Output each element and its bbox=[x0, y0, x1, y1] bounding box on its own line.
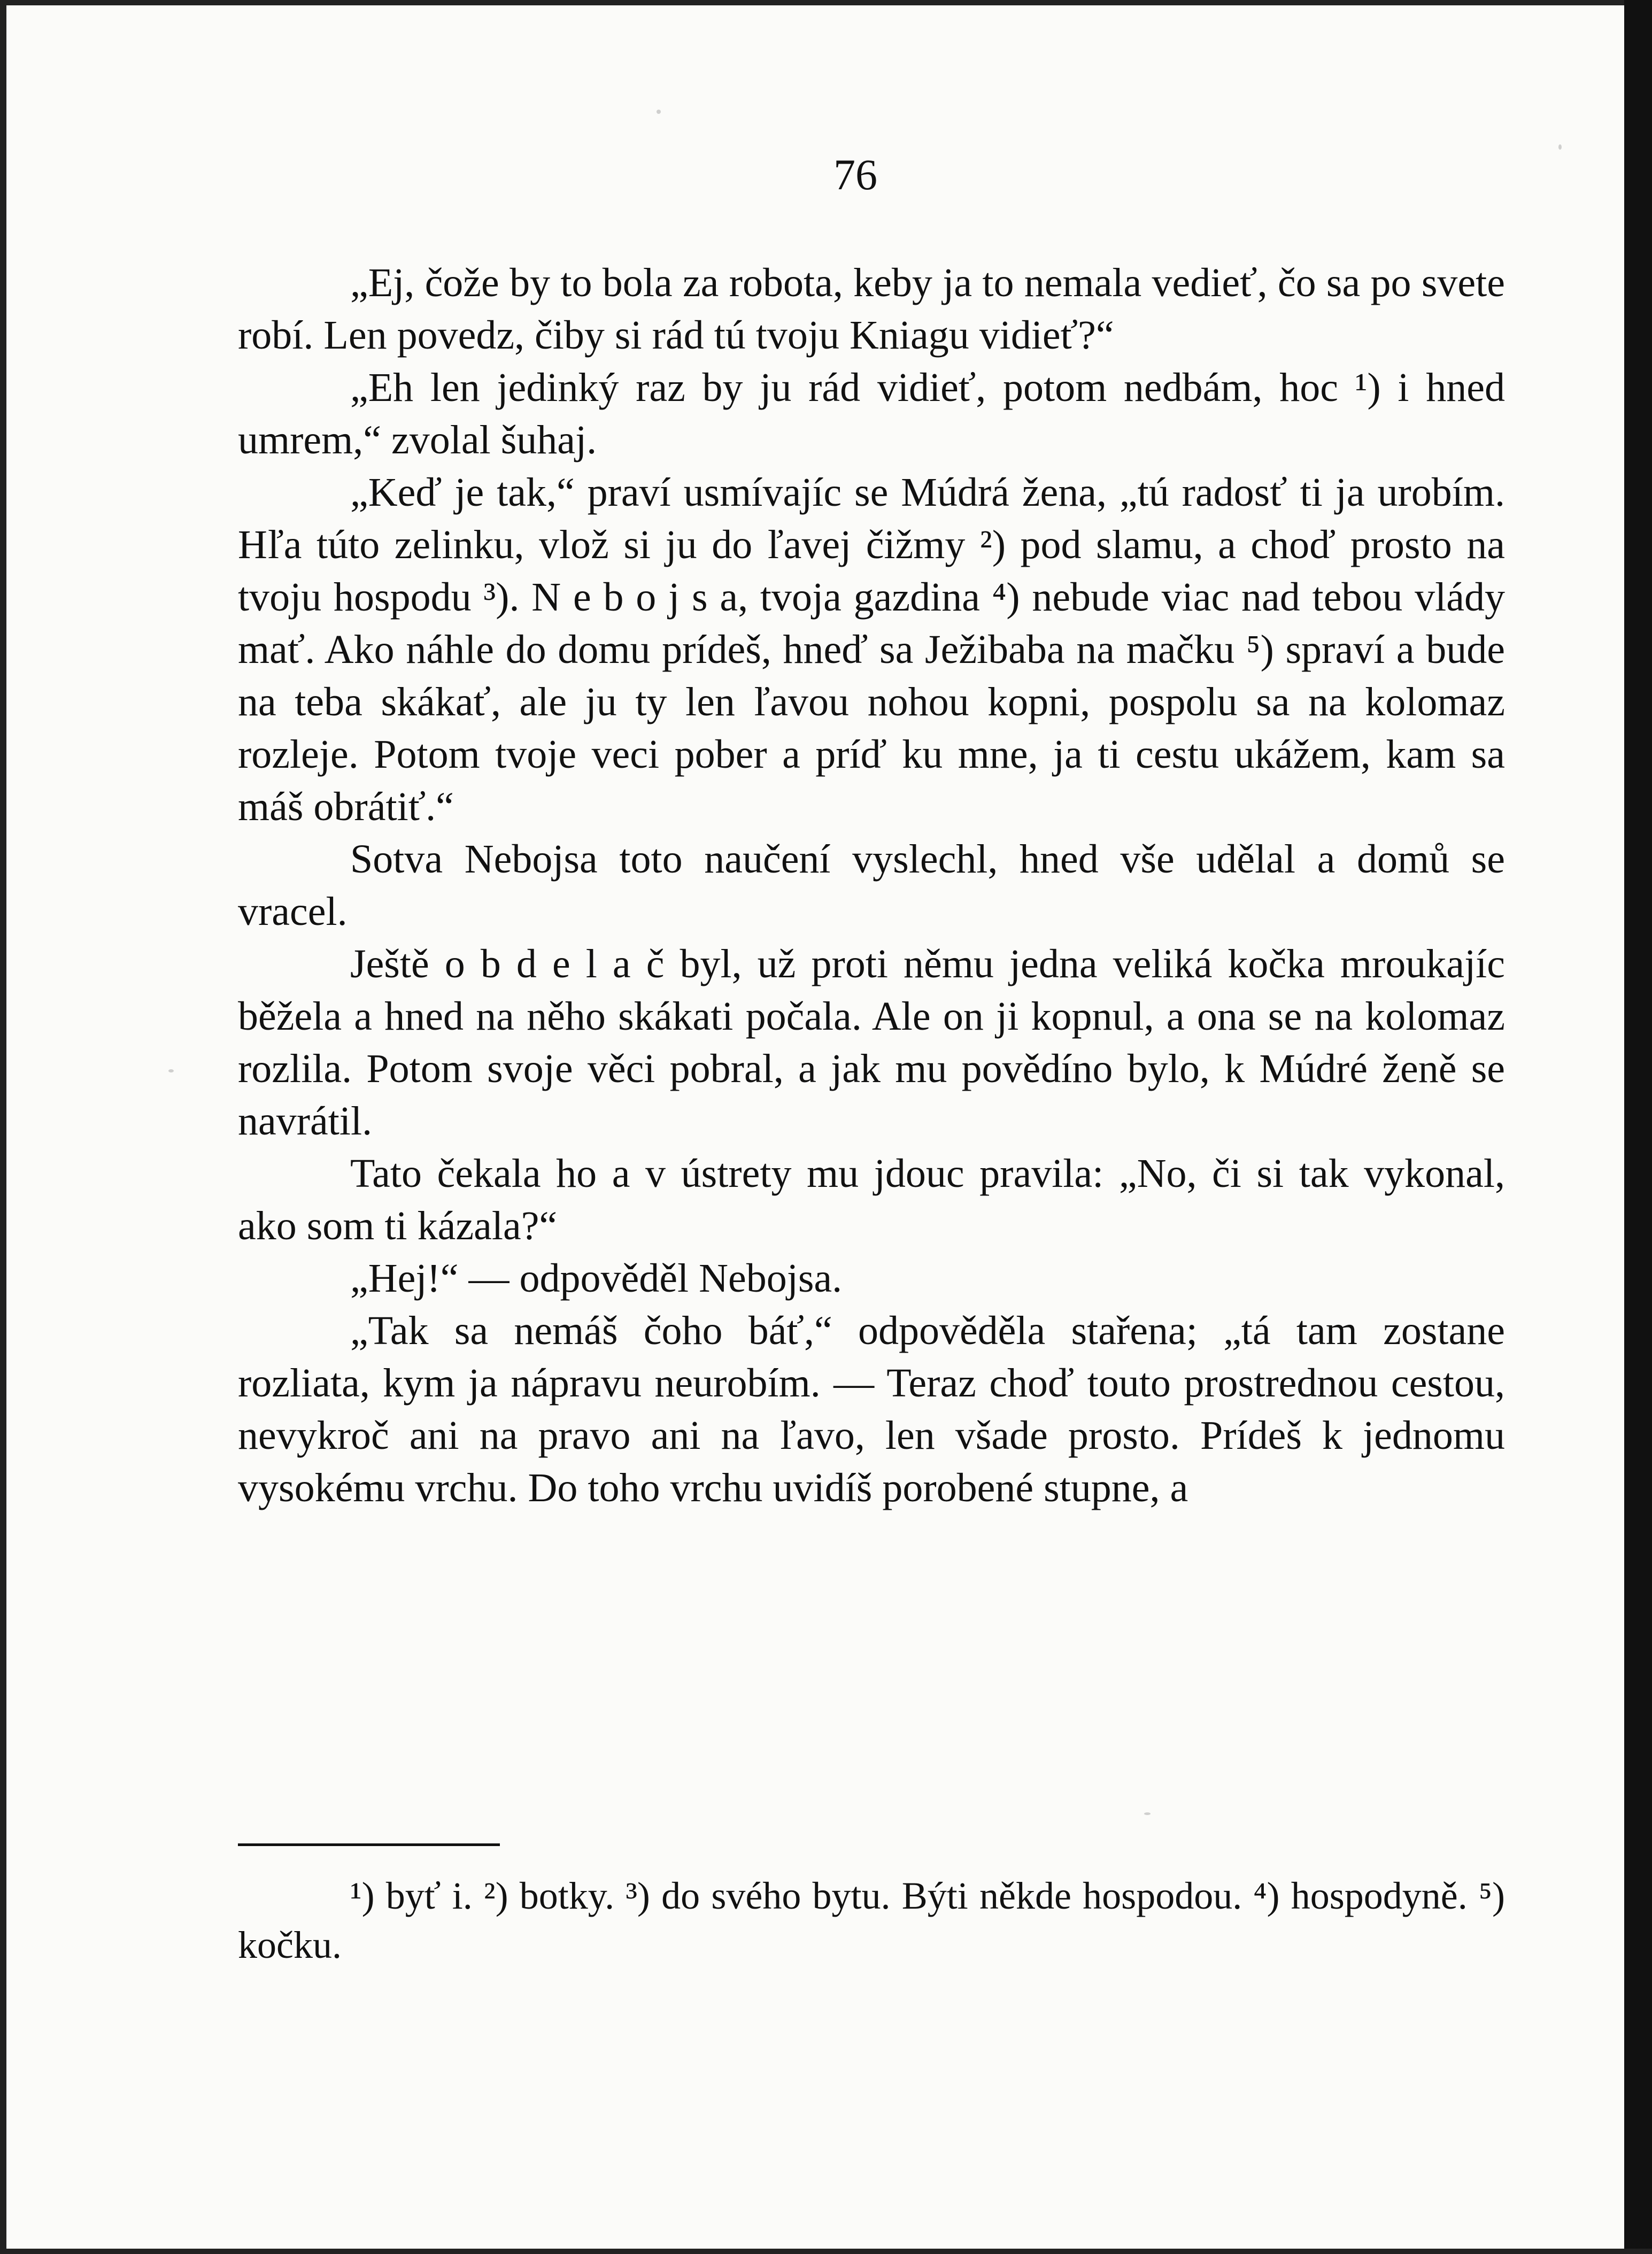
body-text bbox=[238, 257, 1505, 1514]
paragraph: „Keď je tak,“ praví usmívajíc se Múdrá žena, „tú radosť ti ja urobím. Hľa túto zelinku, vlož si ju do ľavej čižmy ²) pod slamu, a choď prosto na tvoju hospodu ³). N e b o j s a, tvoja gazdina ⁴) nebude viac nad tebou vlády mať. Ako náhle do domu prídeš, hneď sa Ježibaba na mačku ⁵) spraví a bude na teba skákať, ale ju ty len ľavou nohou kopni, pospolu sa na kolomaz rozleje. Potom tvoje veci pober a príď ku mne, ja ti cestu ukážem, kam sa máš obrátiť.“ bbox=[238, 470, 1505, 829]
footnote-separator bbox=[238, 1843, 500, 1846]
paper-speck bbox=[1558, 144, 1562, 150]
paragraph: „Hej!“ — odpověděl Nebojsa. bbox=[350, 1256, 843, 1301]
paper-speck bbox=[1144, 1812, 1151, 1815]
paragraph: „Eh len jedinký raz by ju rád vidieť, potom nedbám, hoc ¹) i hned umrem,“ zvolal šuhaj. bbox=[238, 365, 1505, 462]
scan-border-left bbox=[0, 0, 6, 2254]
paper-speck bbox=[168, 1069, 174, 1072]
paragraph: „Ej, čože by to bola za robota, keby ja to nemala vedieť, čo sa po svete robí. Len povedz, čiby si rád tú tvoju Kniagu vidieť?“ bbox=[238, 260, 1505, 358]
scan-border-top bbox=[0, 0, 1652, 5]
paragraph: „Tak sa nemáš čoho báť,“ odpověděla stařena; „tá tam zostane rozliata, kym ja nápravu neurobím. — Teraz choď touto prostrednou cestou, nevykroč ani na pravo ani na ľavo, len všade prosto. Prídeš k jednomu vysokému vrchu. Do toho vrchu uvidíš porobené stupne, a bbox=[238, 1308, 1505, 1510]
paragraph: Tato čekala ho a v ústrety mu jdouc pravila: „No, či si tak vykonal, ako som ti kázala?“ bbox=[238, 1151, 1505, 1248]
footnotes bbox=[238, 1871, 1505, 1970]
scan-border-bottom bbox=[0, 2249, 1652, 2254]
paper-speck bbox=[657, 110, 661, 114]
footnote-text: ¹) byť i. ²) botky. ³) do svého bytu. Býti někde hospodou. ⁴) hospodyně. ⁵) kočku. bbox=[238, 1874, 1505, 1966]
scan-border-right bbox=[1624, 0, 1652, 2254]
paragraph: Sotva Nebojsa toto naučení vyslechl, hned vše udělal a domů se vracel. bbox=[238, 837, 1505, 934]
paragraph: Ještě o b d e l a č byl, už proti němu jedna veliká kočka mroukajíc běžela a hned na něho skákati počala. Ale on ji kopnul, a ona se na kolomaz rozlila. Potom svoje věci pobral, a jak mu povědíno bylo, k Múdré ženě se navrátil. bbox=[238, 941, 1505, 1144]
page-number: 76 bbox=[833, 150, 877, 199]
